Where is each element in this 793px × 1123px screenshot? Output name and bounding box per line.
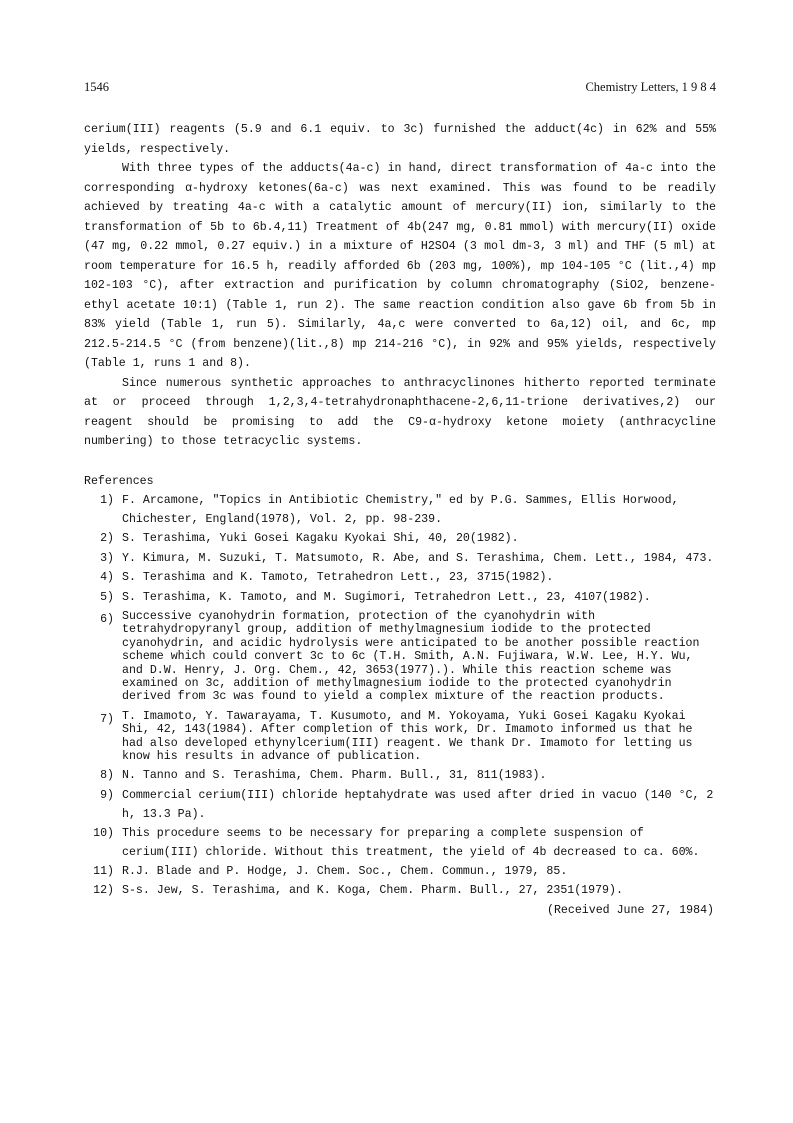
reference-text: S. Terashima and K. Tamoto, Tetrahedron Lett., 23, 3715(1982). — [122, 571, 554, 584]
reference-number: 2) — [100, 532, 114, 545]
reference-text: F. Arcamone, "Topics in Antibiotic Chemistry," ed by P.G. Sammes, Ellis Horwood, Chichester, England(1978), Vol. 2, pp. 98-239. — [122, 494, 679, 526]
reference-number: 3) — [100, 551, 114, 565]
references-heading: References — [84, 474, 154, 488]
reference-number: 12) — [93, 884, 114, 898]
reference-item — [84, 568, 716, 588]
reference-text: S-s. Jew, S. Terashima, and K. Koga, Chem. Pharm. Bull., 27, 2351(1979). — [122, 884, 623, 898]
reference-item — [84, 707, 716, 767]
reference-text: S. Terashima, Yuki Gosei Kagaku Kyokai Shi, 40, 20(1982). — [122, 532, 519, 545]
reference-item — [84, 549, 716, 569]
reference-text: This procedure seems to be necessary for preparing a complete suspension of cerium(III) chloride. Without this treatment, the yield of 4b decreased to ca. 60%. — [122, 826, 700, 859]
reference-number: 9) — [100, 788, 114, 802]
page-header — [84, 80, 716, 104]
article-body — [84, 120, 716, 920]
journal-citation: Chemistry Letters, 1 9 8 4 — [585, 80, 716, 94]
reference-item — [84, 786, 716, 824]
body-paragraph-continued: cerium(III) reagents (5.9 and 6.1 equiv. to 3c) furnished the adduct(4c) in 62% and 55% yields, respectively. — [84, 123, 716, 156]
reference-text: T. Imamoto, Y. Tawarayama, T. Kusumoto, and M. Yokoyama, Yuki Gosei Kagaku Kyokai Shi, 42, 143(1984). After completion of this work, Dr. Imamoto informed us that he had also developed ethynylcerium(III) reagent. We thank Dr. Imamoto for letting us know his results in advance of publication. — [122, 709, 693, 764]
reference-number: 8) — [100, 769, 114, 783]
reference-text: Successive cyanohydrin formation, protection of the cyanohydrin with tetrahydropyranyl group, addition of methylmagnesium iodide to the protected cyanohydrin, and acidic hydrolysis were anticipated to be another possible reaction scheme which could convert 3c to 6c (T.H. Smith, A.N. Fujiwara, W.W. Lee, H.Y. Wu, and D.W. Henry, J. Org. Chem., 42, 3653(1977).). While this reaction scheme was examined on 3c, addition of methylmagnesium iodide to the protected cyanohydrin derived from 3c was found to yield a complex mixture of the reaction products. — [122, 610, 700, 704]
reference-list — [84, 491, 716, 901]
reference-item — [84, 824, 716, 862]
reference-number: 6) — [100, 613, 114, 626]
reference-item — [84, 766, 716, 786]
reference-item — [84, 491, 716, 529]
body-paragraph-conclusion: Since numerous synthetic approaches to anthracyclinones hitherto reported terminate at or proceed through 1,2,3,4-tetrahydronaphthacene-2,6,11-trione derivatives,2) our reagent should be promising to add the C9-α-hydroxy ketone moiety (anthracycline numbering) to those tetracyclic systems. — [84, 376, 716, 448]
reference-number: 7) — [100, 712, 114, 726]
reference-number: 4) — [100, 571, 114, 584]
reference-item — [84, 881, 716, 901]
reference-text: Y. Kimura, M. Suzuki, T. Matsumoto, R. Abe, and S. Terashima, Chem. Lett., 1984, 473. — [122, 551, 714, 565]
reference-number: 1) — [100, 494, 114, 507]
reference-text: Commercial cerium(III) chloride heptahydrate was used after dried in vacuo (140 °C, 2 h, 13.3 Pa). — [122, 788, 714, 821]
reference-item — [84, 607, 716, 707]
reference-number: 10) — [93, 826, 114, 840]
reference-text: S. Terashima, K. Tamoto, and M. Sugimori, Tetrahedron Lett., 23, 4107(1982). — [122, 590, 651, 604]
body-paragraph-transformation: With three types of the adducts(4a-c) in hand, direct transformation of 4a-c into the corresponding α-hydroxy ketones(6a-c) was next examined. This was found to be readily achieved by treating 4a-c with a catalytic amount of mercury(II) ion, similarly to the transformation of 5b to 6b.4,11) Treatment of 4b(247 mg, 0.81 mmol) with mercury(II) oxide (47 mg, 0.22 mmol, 0.27 equiv.) in a mixture of H2SO4 (3 mol dm-3, 3 ml) and THF (5 ml) at room temperature for 16.5 h, readily afforded 6b (203 mg, 100%), mp 104-105 °C (lit.,4) mp 102-103 °C), after extraction and purification by column chromatography (SiO2, benzene-ethyl acetate 10:1) (Table 1, run 2). The same reaction condition also gave 6b from 5b in 83% yield (Table 1, run 5). Similarly, 4a,c were converted to 6a,12) oil, and 6c, mp 212.5-214.5 °C (from benzene)(lit.,8) mp 214-216 °C), in 92% and 95% yields, respectively (Table 1, runs 1 and 8). — [84, 162, 716, 370]
reference-item — [84, 862, 716, 882]
page-number: 1546 — [84, 80, 109, 94]
journal-page — [84, 80, 716, 917]
reference-item — [84, 529, 716, 549]
reference-number: 11) — [93, 864, 114, 878]
reference-item — [84, 588, 716, 608]
received-date: (Received June 27, 1984) — [547, 903, 714, 917]
reference-text: R.J. Blade and P. Hodge, J. Chem. Soc., Chem. Commun., 1979, 85. — [122, 864, 568, 878]
reference-text: N. Tanno and S. Terashima, Chem. Pharm. Bull., 31, 811(1983). — [122, 769, 547, 783]
reference-number: 5) — [100, 590, 114, 604]
